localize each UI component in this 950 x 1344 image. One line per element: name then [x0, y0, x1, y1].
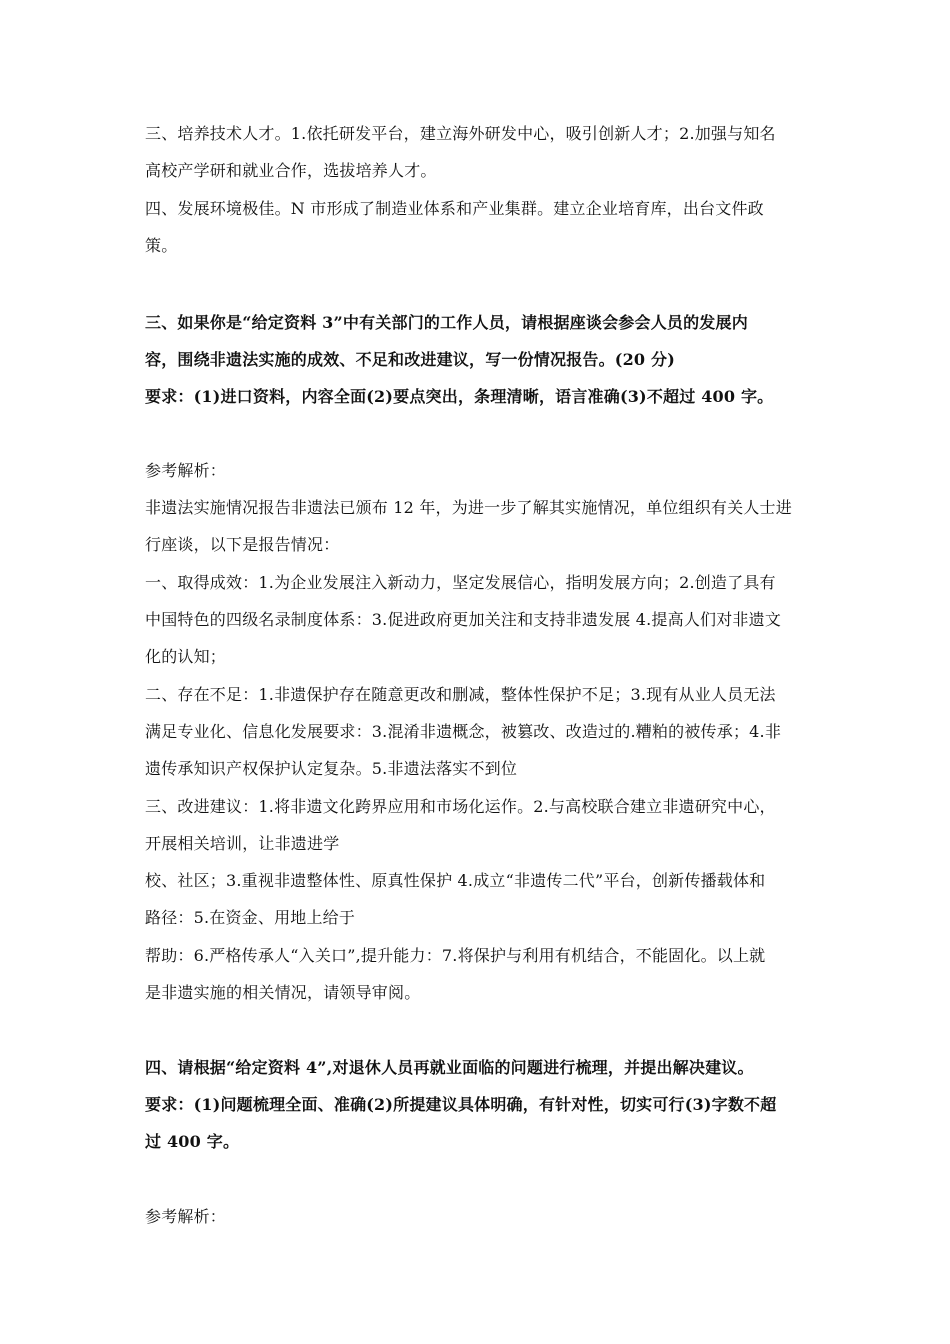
text-line: 化的认知；	[145, 647, 227, 666]
text-line: 帮助：6.严格传承人“入关口”,提升能力：7.将保护与利用有机结合，不能固化。以上就	[145, 946, 766, 965]
question-heading-line: 容，围绕非遗法实施的成效、不足和改进建议，写一份情况报告。(20 分)	[145, 350, 675, 369]
requirements-line: 要求：(1)进口资料，内容全面(2)要点突出，条理清晰，语言准确(3)不超过 400 字。	[145, 387, 774, 406]
text-line: 三、改进建议：1.将非遗文化跨界应用和市场化运作。2.与高校联合建立非遗研究中心，	[145, 797, 776, 816]
text-line: 遗传承知识产权保护认定复杂。5.非遗法落实不到位	[145, 759, 518, 778]
text-line: 策。	[145, 236, 178, 255]
text-line: 高校产学研和就业合作，选拔培养人才。	[145, 161, 437, 180]
text-line: 行座谈，以下是报告情况：	[145, 535, 340, 554]
text-line: 中国特色的四级名录制度体系：3.促进政府更加关注和支持非遗发展 4.提高人们对非遗文	[145, 610, 782, 629]
text-line: 三、培养技术人才。1.依托研发平台，建立海外研发中心，吸引创新人才；2.加强与知名	[145, 124, 776, 143]
text-line: 二、存在不足：1.非遗保护存在随意更改和删减，整体性保护不足；3.现有从业人员无法	[145, 685, 776, 704]
answer-label: 参考解析：	[145, 1207, 227, 1226]
text-line: 一、取得成效：1.为企业发展注入新动力，坚定发展信心，指明发展方向；2.创造了具有	[145, 573, 776, 592]
text-line: 非遗法实施情况报告非遗法已颁布 12 年，为进一步了解其实施情况，单位组织有关人士进	[145, 498, 792, 517]
question-heading-line: 三、如果你是“给定资料 3”中有关部门的工作人员，请根据座谈会参会人员的发展内	[145, 313, 748, 332]
text-line: 校、社区；3.重视非遗整体性、原真性保护 4.成立“非遗传二代”平台，创新传播载体和	[145, 871, 766, 890]
text-line: 四、发展环境极佳。N 市形成了制造业体系和产业集群。建立企业培育库，出台文件政	[145, 199, 764, 218]
text-line: 是非遗实施的相关情况，请领导审阅。	[145, 983, 421, 1002]
requirements-line: 要求：(1)问题梳理全面、准确(2)所提建议具体明确，有针对性，切实可行(3)字数不超	[145, 1095, 777, 1114]
text-line: 开展相关培训，让非遗进学	[145, 834, 340, 853]
text-line: 满足专业化、信息化发展要求：3.混淆非遗概念，被篡改、改造过的.糟粕的被传承；4.非	[145, 722, 782, 741]
text-line: 路径：5.在资金、用地上给于	[145, 908, 356, 927]
requirements-line: 过 400 字。	[145, 1132, 240, 1151]
answer-label: 参考解析：	[145, 461, 227, 480]
question-heading-line: 四、请根据“给定资料 4”,对退休人员再就业面临的问题进行梳理，并提出解决建议。	[145, 1058, 754, 1077]
